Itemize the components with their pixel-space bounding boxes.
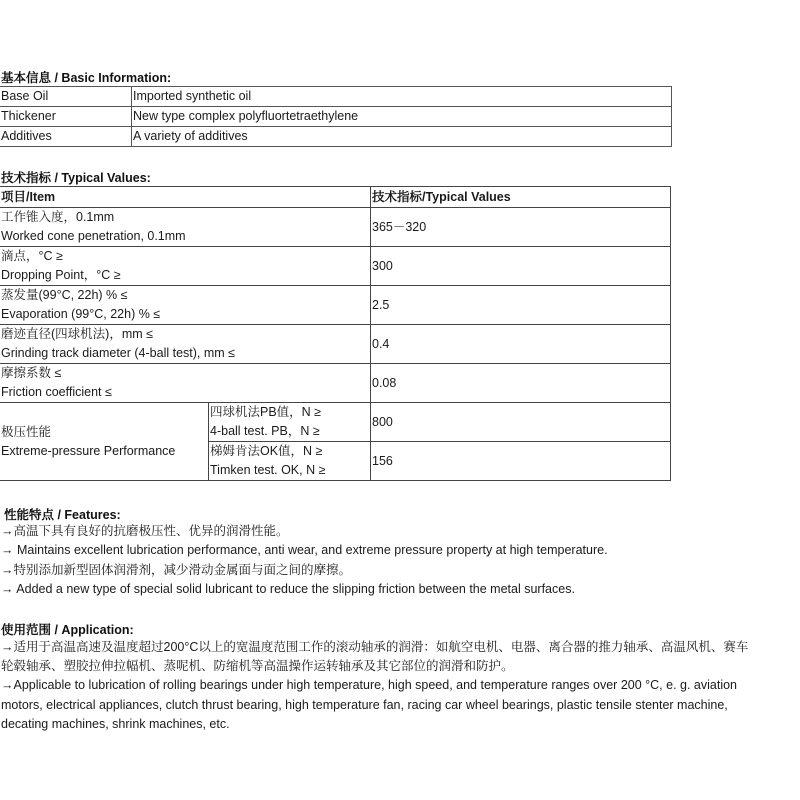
value-cell: 300 (371, 247, 671, 286)
value-cell: 0.08 (371, 364, 671, 403)
application-en-line-2: motors, electrical appliances, clutch thrust bearing, high temperature fan, racing car wheel bearings, plastic tensile stenter machine, (1, 698, 728, 712)
table-row (0, 364, 671, 403)
table-row (0, 403, 671, 442)
value-column-header: 技术指标/Typical Values (371, 187, 671, 208)
item-en: Extreme-pressure Performance (1, 443, 176, 458)
table-row (0, 107, 672, 127)
item-en: Evaporation (99°C, 22h) % ≤ (1, 307, 161, 321)
application-zh-line-1: →适用于高温高速及温度超过200°C以上的宽温度范围工作的滚动轴承的润滑：如航空电机、电器、离合器的推力轴承、高温风机、赛车 (1, 640, 749, 654)
sub-item-zh: 四球机法PB值，N ≥ (210, 405, 322, 419)
value-cell: 365－320 (371, 208, 671, 247)
additives-label: Additives (0, 127, 132, 147)
value-cell: 156 (371, 442, 671, 481)
feature-item-en-1: → Maintains excellent lubrication performance, anti wear, and extreme pressure property at high temperature. (1, 543, 608, 557)
table-row (0, 286, 671, 325)
item-en: Dropping Point，°C ≥ (1, 268, 121, 282)
value-cell: 800 (371, 403, 671, 442)
application-heading: 使用范围 / Application: (1, 623, 134, 637)
item-cell (0, 247, 371, 286)
item-zh: 工作锥入度，0.1mm (1, 210, 115, 224)
table-row (0, 247, 671, 286)
item-en: Worked cone penetration, 0.1mm (1, 229, 186, 243)
item-zh: 滴点，°C ≥ (1, 249, 63, 263)
table-row (0, 87, 672, 107)
item-cell (0, 286, 371, 325)
item-cell (0, 325, 371, 364)
item-zh: 蒸发量(99°C, 22h) % ≤ (1, 288, 128, 302)
item-cell (0, 364, 371, 403)
application-en-line-1: →Applicable to lubrication of rolling bearings under high temperature, high speed, and temperature ranges over 200 °C, e. g. aviation (1, 678, 737, 692)
item-cell (0, 208, 371, 247)
table-header-row (0, 187, 671, 208)
value-cell: 0.4 (371, 325, 671, 364)
value-cell: 2.5 (371, 286, 671, 325)
thickener-value: New type complex polyfluortetraethylene (132, 107, 672, 127)
feature-item-en-2: → Added a new type of special solid lubricant to reduce the slipping friction between the metal surfaces. (1, 582, 575, 596)
feature-item-zh-1: →高温下具有良好的抗磨极压性、优异的润滑性能。 (1, 524, 289, 538)
table-row (0, 208, 671, 247)
item-zh: 极压性能 (1, 424, 52, 439)
item-column-header: 项目/Item (0, 187, 371, 208)
sub-item-cell (209, 442, 371, 481)
item-zh: 磨迹直径(四球机法)，mm ≤ (1, 327, 153, 341)
additives-value: A variety of additives (132, 127, 672, 147)
sub-item-zh: 梯姆肯法OK值，N ≥ (210, 444, 323, 458)
table-row (0, 127, 672, 147)
base-oil-label: Base Oil (0, 87, 132, 107)
sub-item-cell (209, 403, 371, 442)
application-en-line-3: decating machines, shrink machines, etc. (1, 717, 230, 731)
feature-item-zh-2: →特别添加新型固体润滑剂，减少滑动金属面与面之间的摩擦。 (1, 563, 352, 577)
features-heading: 性能特点 / Features: (4, 508, 121, 522)
item-en: Grinding track diameter (4-ball test), mm ≤ (1, 346, 236, 360)
item-zh: 摩擦系数 ≤ (1, 366, 62, 380)
typical-values-table (0, 186, 671, 481)
extreme-pressure-cell (0, 403, 209, 481)
table-row (0, 325, 671, 364)
typical-values-heading: 技术指标 / Typical Values: (1, 171, 151, 185)
application-zh-line-2: 轮毂轴承、塑胶拉伸拉幅机、蒸呢机、防缩机等高温操作运转轴承及其它部位的润滑和防护。 (1, 659, 514, 673)
base-oil-value: Imported synthetic oil (132, 87, 672, 107)
sub-item-en: Timken test. OK, N ≥ (210, 463, 326, 477)
thickener-label: Thickener (0, 107, 132, 127)
sub-item-en: 4-ball test. PB，N ≥ (210, 424, 320, 438)
basic-info-table (0, 86, 672, 147)
basic-info-heading: 基本信息 / Basic Information: (1, 71, 172, 85)
item-en: Friction coefficient ≤ (1, 385, 112, 399)
